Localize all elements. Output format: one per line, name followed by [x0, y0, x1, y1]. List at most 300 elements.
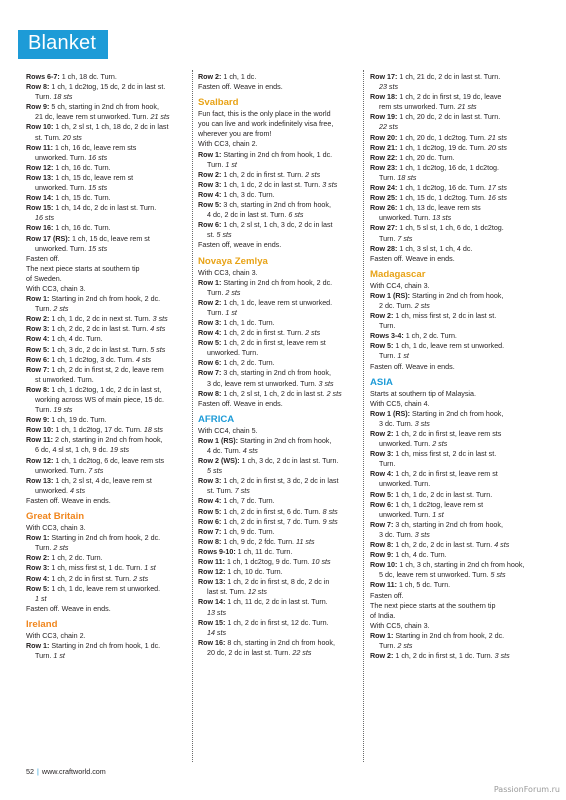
instruction-text: 1 ch, 2 dc. Turn. — [49, 554, 103, 563]
instruction-text: Starting in 2nd ch from hook, 1 dc. — [49, 641, 161, 650]
pattern-line — [370, 490, 530, 500]
row-label: Row 1: — [26, 641, 50, 650]
pattern-line — [370, 281, 530, 291]
pattern-line — [370, 341, 530, 351]
pattern-line — [198, 486, 358, 496]
section-tab: Blanket — [18, 30, 108, 59]
row-label: Row 8: — [198, 389, 222, 398]
section-heading: ASIA — [370, 376, 393, 388]
pattern-line — [370, 234, 530, 244]
instruction-text: 1 ch, 3 sl st, 1 ch, 4 dc. — [397, 244, 473, 253]
row-label: Row 13: — [198, 578, 226, 587]
row-label: Row 7: — [370, 520, 394, 529]
stitch-count: 1 st — [35, 594, 47, 603]
pattern-line — [26, 133, 186, 143]
pattern-line — [26, 345, 186, 355]
text-column-3 — [370, 72, 530, 661]
row-label: Row 5: — [26, 345, 50, 354]
stitch-count: 3 sts — [318, 379, 334, 388]
row-label: Row 3: — [26, 325, 50, 334]
stitch-count: 21 sts — [150, 113, 170, 122]
pattern-line — [26, 365, 186, 375]
row-label: Row 7: — [198, 527, 222, 536]
instruction-text: 3 dc. Turn. — [379, 419, 415, 428]
pattern-line — [26, 604, 186, 614]
pattern-line — [198, 587, 358, 597]
pattern-line — [198, 268, 358, 278]
pattern-line — [370, 580, 530, 590]
stitch-count: 7 sts — [397, 234, 413, 243]
pattern-line — [26, 543, 186, 553]
instruction-text: With CC5, chain 3. — [370, 621, 430, 630]
pattern-line — [370, 530, 530, 540]
row-label: Row 5: — [198, 201, 222, 210]
pattern-line — [26, 102, 186, 112]
section-heading: Madagascar — [370, 268, 426, 280]
stitch-count: 7 sts — [234, 487, 250, 496]
pattern-line — [370, 611, 530, 621]
row-label: Row 11: — [26, 143, 53, 152]
pattern-line — [198, 557, 358, 567]
pattern-line — [26, 594, 186, 604]
page-number: 52 — [26, 767, 34, 776]
pattern-line — [370, 92, 530, 102]
instruction-text: 1 ch, 15 dc. Turn. — [53, 194, 111, 203]
stitch-count: 2 sts — [305, 170, 321, 179]
instruction-text: 1 ch, 2 dc in first st, leave rem st — [221, 339, 326, 348]
pattern-line — [198, 527, 358, 537]
section-heading: Great Britain — [26, 511, 85, 523]
instruction-text: Turn. — [379, 173, 398, 182]
pattern-line — [370, 550, 530, 560]
instruction-text: 1 ch, 19 dc. Turn. — [49, 416, 107, 425]
instruction-text: Starting in 2nd ch from hook, — [410, 291, 504, 300]
row-label: Row 17 (RS): — [26, 234, 71, 243]
pattern-line — [26, 304, 186, 314]
pattern-line — [26, 375, 186, 385]
row-label: Row 3: — [198, 477, 222, 486]
instruction-text: 1 ch, 2 dc. Turn. — [221, 359, 275, 368]
instruction-text: 1 ch, 2 dc in first st, 6 dc. Turn. — [221, 507, 323, 516]
row-label: Row 8: — [370, 541, 394, 550]
row-label: Row 4: — [370, 470, 394, 479]
instruction-text: 1 ch, 9 dc. Turn. — [221, 527, 275, 536]
pattern-line — [26, 324, 186, 334]
instruction-text: 1 ch, 15 dc, leave rem st — [70, 234, 150, 243]
pattern-line — [370, 133, 530, 143]
instruction-text: 1 ch, 20 dc, 1 dc2tog. Turn. — [397, 133, 488, 142]
stitch-count: 21 sts — [457, 103, 477, 112]
instruction-text: you can live and work indefinitely visa free, — [198, 120, 334, 129]
stitch-count: 1 st — [225, 308, 237, 317]
instruction-text: 1 ch, miss first st, 2 dc in last st. — [393, 450, 497, 459]
pattern-line — [198, 298, 358, 308]
row-label: Row 6: — [198, 221, 222, 230]
pattern-line — [370, 570, 530, 580]
pattern-line — [26, 223, 186, 233]
instruction-text: 1 ch, 2 dc in first st, leave rem st — [393, 470, 498, 479]
row-label: Row 6: — [26, 355, 50, 364]
stitch-count: 2 sts — [326, 389, 342, 398]
pattern-line — [370, 244, 530, 254]
pattern-line — [26, 254, 186, 264]
pattern-line — [26, 445, 186, 455]
pattern-line — [26, 153, 186, 163]
instruction-text: 1 ch, 1 dc2tog, 16 dc, 1 dc2tog. — [397, 163, 500, 172]
stitch-count: 22 sts — [379, 123, 399, 132]
instruction-text: Fasten off. Weave in ends. — [198, 399, 283, 408]
instruction-text: 1 ch, 11 dc, 2 dc in last st. Turn. — [225, 598, 328, 607]
stitch-count: 15 sts — [88, 244, 108, 253]
row-label: Row 14: — [198, 598, 226, 607]
instruction-text: 1 ch, 7 dc. Turn. — [221, 497, 275, 506]
instruction-text: Fun fact, this is the only place in the world — [198, 110, 331, 119]
stitch-count: 2 sts — [133, 574, 149, 583]
instruction-text: 6 dc, 4 sl st, 1 ch, 9 dc. — [35, 446, 111, 455]
pattern-line — [26, 122, 186, 132]
instruction-text: 1 ch, 1 dc2tog, 15 dc, 2 dc in last st. — [49, 83, 166, 92]
instruction-text: st. Turn. — [35, 133, 63, 142]
pattern-line — [198, 358, 358, 368]
stitch-count: 16 sts — [487, 194, 507, 203]
pattern-line — [26, 533, 186, 543]
instruction-text: unworked. Turn. — [379, 440, 433, 449]
pattern-line — [198, 436, 358, 446]
pattern-line — [370, 213, 530, 223]
pattern-line — [26, 435, 186, 445]
instruction-text: 1 ch, 10 dc. Turn. — [225, 568, 283, 577]
instruction-text: Fasten off. Weave in ends. — [198, 83, 283, 92]
row-label: Row 3: — [370, 450, 394, 459]
pattern-line — [370, 153, 530, 163]
stitch-count: 4 sts — [135, 355, 152, 364]
instruction-text: With CC3, chain 3. — [198, 268, 258, 277]
instruction-text: 1 ch, 2 dc in first st. Turn. — [221, 329, 306, 338]
pattern-line — [370, 479, 530, 489]
stitch-count: 8 sts — [322, 507, 338, 516]
pattern-line — [198, 72, 358, 82]
pattern-line — [26, 234, 186, 244]
stitch-count: 4 sts — [494, 541, 510, 550]
stitch-count: 20 sts — [62, 133, 82, 142]
row-label: Row 3: — [198, 180, 222, 189]
row-label: Row 20: — [370, 133, 398, 142]
pattern-line — [198, 109, 358, 119]
row-label: Row 1: — [26, 534, 50, 543]
instruction-text: Fasten off, weave in ends. — [198, 241, 282, 250]
row-label: Row 2: — [370, 430, 394, 438]
instruction-text: With CC3, chain 3. — [26, 284, 86, 293]
row-label: Row 3: — [198, 318, 222, 327]
pattern-line — [198, 368, 358, 378]
pattern-line — [370, 311, 530, 321]
pattern-line — [370, 439, 530, 449]
pattern-line — [198, 446, 358, 456]
pattern-line — [370, 173, 530, 183]
instruction-text: unworked. Turn. — [35, 184, 89, 193]
row-label: Row 9: — [26, 416, 50, 425]
instruction-text: Turn. — [379, 641, 398, 650]
pattern-line — [26, 574, 186, 584]
pattern-line — [198, 496, 358, 506]
instruction-text: 1 ch, 4 dc. Turn. — [393, 551, 447, 560]
row-label: Row 5: — [370, 490, 394, 499]
stitch-count: 7 sts — [88, 466, 104, 475]
instruction-text: 2 dc. Turn. — [379, 301, 415, 310]
stitch-count: 19 sts — [53, 406, 73, 415]
stitch-count: 18 sts — [53, 93, 73, 102]
row-label: Row 14: — [26, 194, 54, 203]
section-heading: Novaya Zemlya — [198, 255, 268, 267]
pattern-line — [370, 409, 530, 419]
stitch-count: 18 sts — [397, 173, 417, 182]
watermark: PassionForum.ru — [493, 785, 560, 794]
pattern-line — [198, 348, 358, 358]
instruction-text: 1 ch, 1 dc2tog, 19 dc. Turn. — [397, 143, 488, 152]
instruction-text: unworked. Turn. — [35, 466, 89, 475]
stitch-count: 11 sts — [296, 537, 315, 546]
pattern-line — [198, 308, 358, 318]
row-label: Row 15: — [198, 618, 226, 627]
pattern-line — [26, 425, 186, 435]
pattern-line — [198, 220, 358, 230]
stitch-count: 12 sts — [247, 588, 267, 597]
pattern-line — [370, 419, 530, 429]
pattern-line — [370, 362, 530, 372]
pattern-line — [26, 163, 186, 173]
instruction-text: rem sts unworked. Turn. — [379, 103, 458, 112]
instruction-text: Turn. — [379, 322, 396, 331]
pattern-line — [198, 288, 358, 298]
instruction-text: 5 ch, starting in 2nd ch from hook, — [49, 103, 159, 112]
pattern-line — [370, 500, 530, 510]
pattern-line — [26, 112, 186, 122]
instruction-text: 1 ch, 11 dc. Turn. — [235, 547, 293, 556]
row-label: Row 6: — [370, 500, 394, 509]
pattern-line — [370, 254, 530, 264]
instruction-text: 1 ch, 21 dc, 2 dc in last st. Turn. — [397, 73, 501, 81]
pattern-line — [198, 517, 358, 527]
pattern-line — [370, 183, 530, 193]
instruction-text: 1 ch, 3 ch, starting in 2nd ch from hook, — [397, 561, 525, 570]
pattern-line — [370, 351, 530, 361]
stitch-count: 3 sts — [414, 419, 430, 428]
instruction-text: unworked. Turn. — [35, 244, 89, 253]
pattern-line — [198, 466, 358, 476]
pattern-line — [370, 510, 530, 520]
instruction-text: Starting in 2nd ch from hook, 2 dc. — [221, 278, 333, 287]
instruction-text: 3 dc, leave rem st unworked. Turn. — [207, 379, 319, 388]
row-label: Row 10: — [26, 426, 54, 435]
pattern-line — [26, 203, 186, 213]
stitch-count: 2 sts — [414, 301, 430, 310]
pattern-line — [26, 213, 186, 223]
stitch-count: 23 sts — [379, 83, 399, 92]
row-label: Row 7: — [26, 365, 50, 374]
pattern-line — [26, 264, 186, 274]
pattern-line — [198, 129, 358, 139]
pattern-line — [370, 540, 530, 550]
pattern-line — [370, 429, 530, 439]
pattern-line — [370, 193, 530, 203]
instruction-text: 1 ch, 5 dc. Turn. — [396, 581, 451, 590]
pattern-line — [198, 537, 358, 547]
pattern-line — [26, 523, 186, 533]
pattern-line — [26, 334, 186, 344]
instruction-text: 1 ch, 2 sl st, 1 ch, 3 dc, 2 dc in last — [221, 221, 333, 230]
row-label: Row 1: — [370, 631, 394, 640]
pattern-line — [370, 399, 530, 409]
stitch-count: 14 sts — [207, 628, 227, 637]
pattern-line — [198, 150, 358, 160]
stitch-count: 2 sts — [432, 440, 448, 449]
row-label: Row 16: — [26, 224, 54, 233]
stitch-count: 2 sts — [305, 329, 321, 338]
pattern-line — [26, 395, 186, 405]
row-label: Rows 6-7: — [26, 73, 60, 81]
pattern-line — [26, 563, 186, 573]
row-label: Row 4: — [26, 335, 50, 344]
row-label: Row 1: — [198, 150, 222, 159]
row-label: Row 1: — [198, 278, 222, 287]
stitch-count: 19 sts — [110, 446, 130, 455]
pattern-line — [198, 648, 358, 658]
instruction-text: Turn. — [35, 652, 54, 661]
pattern-line — [26, 92, 186, 102]
pattern-line — [370, 72, 530, 82]
pattern-line — [370, 641, 530, 651]
stitch-count: 6 sts — [288, 211, 304, 220]
instruction-text: 1 ch, miss first st, 2 dc in last st. — [393, 312, 497, 321]
pattern-line — [370, 203, 530, 213]
section-heading: AFRICA — [198, 413, 235, 425]
pattern-line — [370, 301, 530, 311]
instruction-text: With CC3, chain 3. — [26, 524, 86, 533]
row-label: Row 7: — [198, 369, 222, 378]
pattern-line — [26, 173, 186, 183]
pattern-line — [26, 274, 186, 284]
instruction-text: 1 ch, 1 dc. — [221, 73, 257, 81]
row-label: Row 4: — [198, 497, 222, 506]
instruction-text: unworked. Turn. — [379, 214, 433, 223]
instruction-text: 1 ch, 1 dc. Turn. — [221, 318, 275, 327]
pattern-line — [198, 328, 358, 338]
pattern-line — [26, 294, 186, 304]
stitch-count: 5 sts — [490, 571, 506, 580]
instruction-text: 1 ch, 3 dc. Turn. — [221, 190, 275, 199]
row-label: Row 2: — [198, 170, 222, 179]
row-label: Row 11: — [26, 436, 53, 445]
instruction-text: of Sweden. — [26, 274, 62, 283]
instruction-text: 1 ch, 16 dc. Turn. — [53, 163, 111, 172]
pattern-line — [26, 641, 186, 651]
stitch-count: 1 st — [397, 352, 409, 361]
pattern-line — [26, 193, 186, 203]
instruction-text: 1 ch, 1 dc2tog, 9 dc. Turn. — [224, 558, 312, 567]
row-label: Row 8: — [26, 83, 50, 92]
instruction-text: 1 ch, 3 dc, 2 dc in last st. Turn. — [49, 345, 151, 354]
stitch-count: 13 sts — [207, 608, 227, 617]
stitch-count: 20 sts — [487, 143, 507, 152]
instruction-text: 1 ch, 2 dc. Turn. — [403, 332, 457, 341]
pattern-line — [26, 631, 186, 641]
instruction-text: 1 ch, 1 dc2tog, 6 dc, leave rem sts — [53, 456, 165, 465]
instruction-text: Turn. — [207, 308, 226, 317]
instruction-text: 3 ch, starting in 2nd ch from hook, — [393, 520, 503, 529]
instruction-text: 1 ch, 15 dc, 1 dc2tog. Turn. — [397, 194, 488, 203]
pattern-line — [26, 244, 186, 254]
instruction-text: Turn. — [35, 406, 54, 415]
instruction-text: Turn. — [379, 460, 396, 469]
pattern-line — [26, 584, 186, 594]
row-label: Row 18: — [370, 93, 398, 102]
instruction-text: 1 ch, 20 dc, 2 dc in last st. Turn. — [397, 113, 501, 122]
instruction-text: 1 ch, 1 dc2tog, leave rem st — [393, 500, 484, 509]
row-label: Row 4: — [26, 574, 50, 583]
pattern-line — [370, 560, 530, 570]
instruction-text: 4 dc. Turn. — [207, 447, 243, 455]
row-label: Row 12: — [26, 456, 54, 465]
instruction-text: With CC4, chain 3. — [370, 281, 430, 290]
instruction-text: unworked. — [35, 486, 70, 495]
instruction-text: Starting in 2nd ch from hook, 2 dc. — [49, 295, 161, 304]
instruction-text: 1 ch, 2 dc in first st, 8 dc, 2 dc in — [225, 578, 330, 587]
instruction-text: Starting in 2nd ch from hook, — [238, 436, 332, 445]
instruction-text: 3 ch, starting in 2nd ch from hook, — [221, 369, 331, 378]
row-label: Row 1: — [26, 295, 50, 304]
pattern-line — [198, 638, 358, 648]
stitch-count: 2 sts — [53, 544, 69, 553]
instruction-text: Fasten off. Weave in ends. — [26, 604, 111, 613]
instruction-text: 1 ch, 1 dc, 2 dc in last st. Turn. — [393, 490, 493, 499]
instruction-text: Turn. — [35, 544, 54, 553]
row-label: Row 13: — [26, 476, 54, 485]
pattern-line — [370, 621, 530, 631]
instruction-text: Fasten off. Weave in ends. — [26, 496, 111, 505]
pattern-line — [370, 449, 530, 459]
text-column-1 — [26, 72, 186, 661]
row-label: Row 21: — [370, 143, 398, 152]
stitch-count: 5 sts — [216, 231, 232, 240]
row-label: Row 8: — [26, 385, 50, 394]
instruction-text: 1 ch, 2 dc in first st, 19 dc, leave — [397, 93, 502, 102]
instruction-text: With CC4, chain 5. — [198, 426, 258, 435]
instruction-text: 1 ch, 2 sl st, 1 ch, 18 dc, 2 dc in last — [53, 123, 169, 132]
pattern-line — [26, 314, 186, 324]
instruction-text: 1 ch, 1 dc, 2 dc in next st. Turn. — [49, 315, 153, 324]
row-label: Row 12: — [198, 568, 226, 577]
instruction-text: 1 ch, 2 dc in first st, 12 dc. Turn. — [225, 618, 329, 627]
row-label: Row 12: — [26, 163, 54, 172]
row-label: Row 2: — [370, 652, 394, 661]
pattern-line — [26, 183, 186, 193]
row-label: Row 22: — [370, 153, 398, 162]
pattern-line — [198, 210, 358, 220]
pattern-line — [198, 240, 358, 250]
row-label: Row 1 (RS): — [370, 409, 411, 418]
instruction-text: st unworked. Turn. — [35, 375, 94, 384]
row-label: Row 2: — [370, 312, 394, 321]
instruction-text: 1 ch, 1 dc, leave rem st unworked. — [393, 342, 505, 351]
instruction-text: of India. — [370, 611, 396, 620]
row-label: Row 8: — [198, 537, 222, 546]
instruction-text: 20 dc, 2 dc in last st. Turn. — [207, 648, 293, 657]
row-label: Row 16: — [198, 638, 226, 647]
pattern-line — [198, 82, 358, 92]
stitch-count: 21 sts — [487, 133, 507, 142]
pattern-line — [198, 547, 358, 557]
instruction-text: 1 ch, 1 dc2tog, 3 dc. Turn. — [49, 355, 136, 364]
